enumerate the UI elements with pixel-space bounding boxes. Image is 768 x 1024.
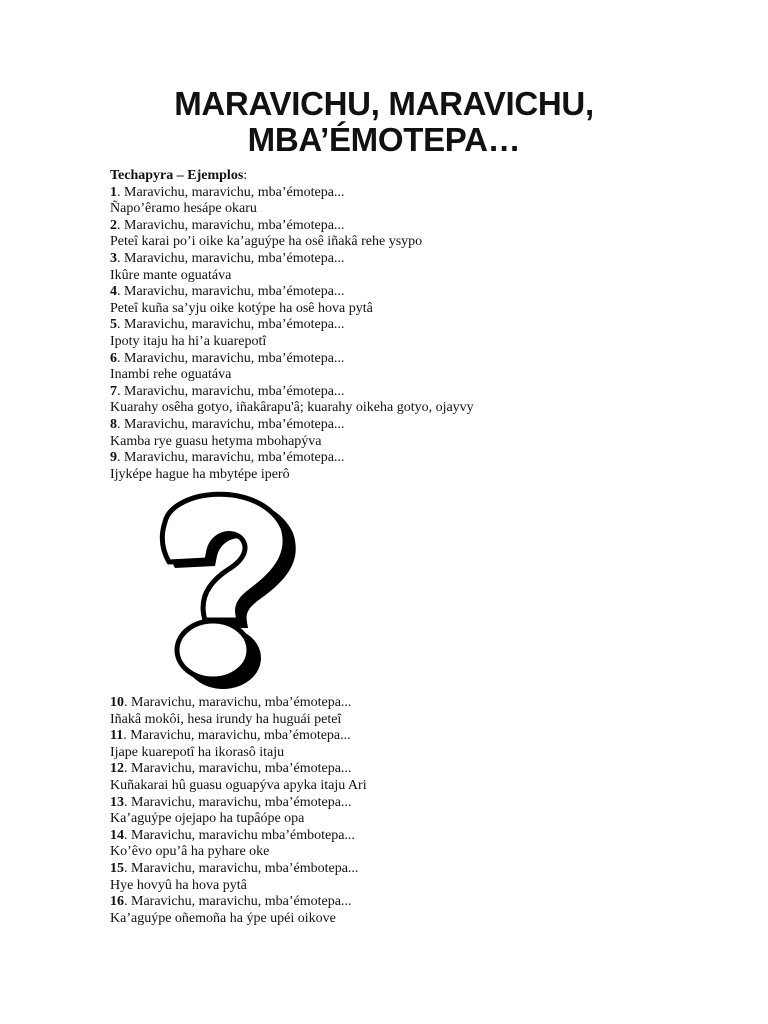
riddle-answer: Inambi rehe oguatáva: [110, 367, 232, 383]
riddle-text: Maravichu, maravichu, mba’émotepa...: [131, 894, 352, 910]
riddle-text: Maravichu, maravichu, mba’émotepa...: [124, 450, 345, 466]
riddle-line: [110, 317, 710, 334]
riddle-answer: Ikûre mante oguatáva: [110, 267, 232, 283]
riddle-number: 8: [110, 416, 117, 432]
riddle-number: 1: [110, 184, 117, 200]
riddle-answer: Peteî karai po’i oike ka’aguýpe ha osê iñakâ rehe ysypo: [110, 234, 423, 250]
page-title: [0, 86, 768, 158]
riddle-number: 14: [110, 827, 124, 843]
question-mark-icon: [155, 488, 305, 693]
riddle-number-dot: .: [117, 317, 124, 333]
riddle-number-dot: .: [123, 728, 131, 744]
page-title-line1: MARAVICHU, MARAVICHU,: [174, 85, 594, 122]
riddle-number: 5: [110, 317, 117, 333]
riddle-answer: Ipoty itaju ha hi’a kuarepotî: [110, 333, 267, 349]
page-title-line2: MBA’ÉMOTEPA…: [247, 121, 521, 158]
riddle-text: Maravichu, maravichu, mba’émotepa...: [124, 350, 345, 366]
riddle-answer: Ijyképe hague ha mbytépe iperô: [110, 466, 290, 482]
riddle-line: [110, 728, 710, 745]
riddle-text: Maravichu, maravichu, mba’émotepa...: [124, 184, 345, 200]
riddle-number-dot: .: [117, 383, 124, 399]
riddle-line: [110, 795, 710, 812]
riddle-number-dot: .: [124, 894, 131, 910]
riddle-text: Maravichu, maravichu, mba’émotepa...: [131, 794, 352, 810]
riddle-answer: Kamba rye guasu hetyma mbohapýva: [110, 433, 322, 449]
riddle-text: Maravichu, maravichu, mba’émotepa...: [124, 250, 345, 266]
riddle-text: Maravichu, maravichu, mba’émbotepa...: [131, 860, 359, 876]
riddle-number-dot: .: [124, 695, 131, 710]
riddle-list-part2: [110, 695, 710, 927]
riddle-answer: Kuarahy osêha gotyo, iñakârapu'â; kuarahy oikeha gotyo, ojayvy: [110, 400, 474, 416]
riddle-text: Maravichu, maravichu, mba’émotepa...: [130, 728, 351, 744]
riddle-number: 15: [110, 860, 124, 876]
riddle-line: [110, 384, 710, 401]
riddle-answer: Kuñakarai hû guasu oguapýva apyka itaju Ari: [110, 777, 367, 793]
riddle-number-dot: .: [124, 794, 131, 810]
riddle-text: Maravichu, maravichu, mba’émotepa...: [131, 761, 352, 777]
riddle-line: [110, 695, 710, 712]
riddle-text: Maravichu, maravichu mba’émbotepa...: [131, 827, 355, 843]
riddle-number: 4: [110, 284, 117, 300]
riddle-answer: Ka’aguýpe ojejapo ha tupâópe opa: [110, 811, 305, 827]
riddle-answer: Ko’êvo opu’â ha pyhare oke: [110, 844, 270, 860]
riddle-answer: Ñapo’êramo hesápe okaru: [110, 201, 257, 217]
riddle-number-dot: .: [117, 250, 124, 266]
riddle-number: 9: [110, 450, 117, 466]
examples-heading-colon: :: [243, 168, 248, 183]
riddle-number: 12: [110, 761, 124, 777]
examples-heading: [110, 168, 710, 185]
riddle-number: 2: [110, 217, 117, 233]
riddle-number: 3: [110, 250, 117, 266]
riddle-text: Maravichu, maravichu, mba’émotepa...: [124, 284, 345, 300]
riddle-line: [110, 185, 710, 202]
riddle-number-dot: .: [124, 827, 131, 843]
riddle-number: 13: [110, 794, 124, 810]
riddle-answer: Peteî kuña sa’yju oike kotýpe ha osê hova pytâ: [110, 300, 373, 316]
riddle-number: 7: [110, 383, 117, 399]
riddle-number-dot: .: [117, 284, 124, 300]
riddle-number: 6: [110, 350, 117, 366]
riddle-list-part1: [110, 168, 710, 483]
riddle-text: Maravichu, maravichu, mba’émotepa...: [131, 695, 352, 710]
riddle-line: [110, 761, 710, 778]
riddle-number-dot: .: [124, 761, 131, 777]
riddle-line: [110, 218, 710, 235]
riddle-number: 10: [110, 695, 124, 710]
riddle-number-dot: .: [117, 217, 124, 233]
riddle-number-dot: .: [124, 860, 131, 876]
riddle-answer: Hye hovyû ha hova pytâ: [110, 877, 247, 893]
riddle-line: [110, 861, 710, 878]
riddle-text: Maravichu, maravichu, mba’émotepa...: [124, 317, 345, 333]
riddle-answer: Iñakâ mokôi, hesa irundy ha huguái peteî: [110, 711, 342, 727]
riddle-answer: Ijape kuarepotî ha ikorasô itaju: [110, 744, 285, 760]
riddle-line: [110, 284, 710, 301]
riddle-text: Maravichu, maravichu, mba’émotepa...: [124, 416, 345, 432]
riddle-number-dot: .: [117, 184, 124, 200]
riddle-number: 16: [110, 894, 124, 910]
riddle-line: [110, 828, 710, 845]
riddle-line: [110, 417, 710, 434]
riddle-number-dot: .: [117, 350, 124, 366]
riddle-text: Maravichu, maravichu, mba’émotepa...: [124, 217, 345, 233]
riddle-number: 11: [110, 728, 124, 744]
riddle-text: Maravichu, maravichu, mba’émotepa...: [124, 383, 345, 399]
riddle-number-dot: .: [117, 450, 124, 466]
riddle-number-dot: .: [117, 416, 124, 432]
riddle-line: [110, 351, 710, 368]
riddle-line: [110, 894, 710, 911]
riddle-answer: Ka’aguýpe oñemoña ha ýpe upéi oikove: [110, 910, 336, 926]
examples-heading-text: Techapyra – Ejemplos: [110, 168, 244, 183]
riddle-line: [110, 251, 710, 268]
riddle-line: [110, 450, 710, 467]
